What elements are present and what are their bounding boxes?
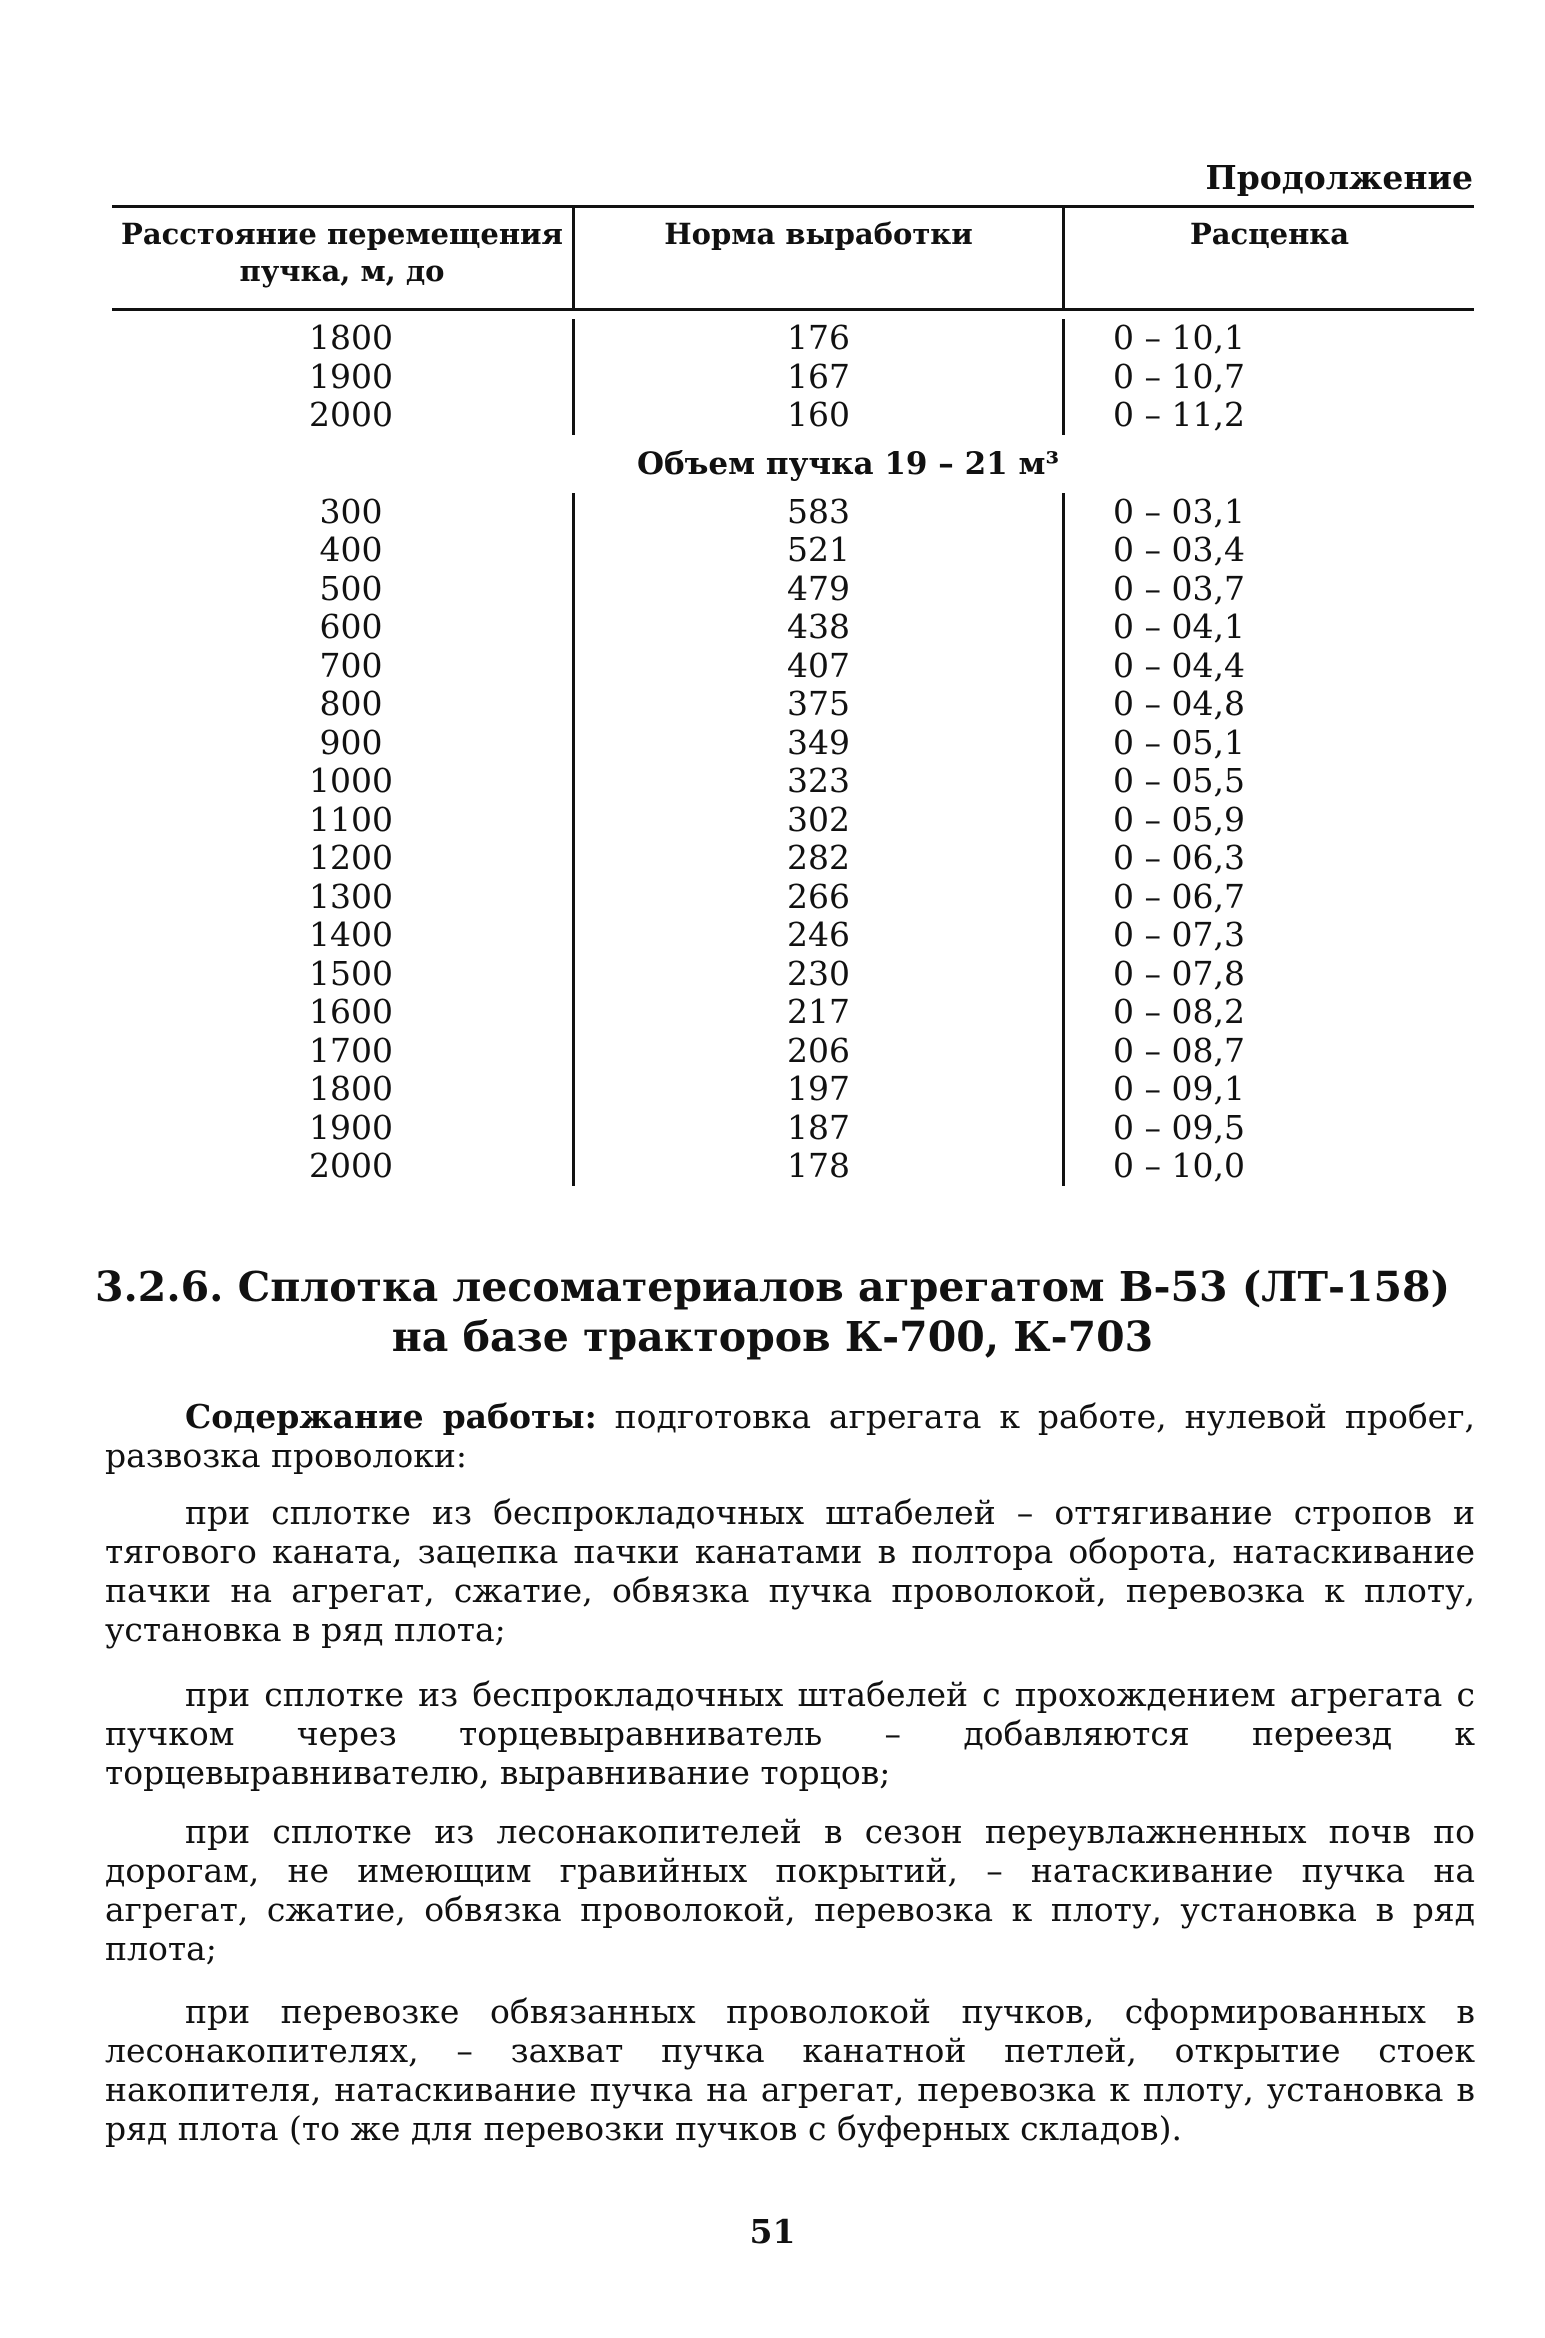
table-group-2 — [112, 493, 1474, 1186]
table-cell: 479 — [787, 568, 850, 608]
table-cell: 282 — [787, 838, 850, 877]
table-cell: 0 – 06,7 — [1113, 876, 1245, 916]
header-distance: Расстояние перемещения пучка, м, до — [121, 217, 563, 288]
table-cell: 246 — [787, 915, 850, 954]
header-rate: Расценка — [1062, 208, 1474, 308]
column-distance — [112, 493, 572, 1186]
table-cell: 800 — [319, 684, 383, 723]
table-cell: 1800 — [309, 1069, 393, 1108]
table-cell: 2000 — [309, 1146, 393, 1185]
table-cell: 0 – 10,1 — [1113, 318, 1245, 357]
table-cell: 375 — [787, 684, 850, 723]
table-cell: 0 – 09,5 — [1113, 1107, 1245, 1147]
column-rate — [1062, 319, 1474, 435]
paragraph-2: при сплотке из беспрокладочных штабелей – оттягивание стропов и тягового каната, зацепка пачки канатами в полтора оборота, натаскивание пачки на агрегат, сжатие, обвязка пучка проволокой, перевозка к плоту, установка в ряд плота; — [105, 1493, 1475, 1649]
section-title-line-2: на базе тракторов К-700, К-703 — [391, 1313, 1154, 1361]
column-rate — [1062, 493, 1474, 1186]
table-cell: 230 — [787, 953, 850, 993]
continued-label: Продолжение — [1205, 158, 1473, 197]
paragraph-3: при сплотке из беспрокладочных штабелей с прохождением агрегата с пучком через торцевыравниватель – добавляются переезд к торцевыравнивателю, выравнивание торцов; — [105, 1675, 1475, 1792]
table-cell: 0 – 07,8 — [1113, 953, 1245, 993]
table-cell: 0 – 05,1 — [1113, 722, 1245, 762]
table-cell: 0 – 08,2 — [1113, 992, 1245, 1031]
table-cell: 1400 — [309, 915, 393, 954]
table-cell: 0 – 05,9 — [1113, 799, 1245, 839]
work-content-label: Содержание работы: — [185, 1397, 597, 1436]
table-cell: 178 — [787, 1146, 850, 1185]
work-content-text: подготовка агрегата к работе, нулевой пробег, развозка проволоки: — [105, 1397, 1475, 1475]
table-cell: 1000 — [309, 761, 393, 800]
table-group-1 — [112, 319, 1474, 435]
table-cell: 0 – 09,1 — [1113, 1069, 1245, 1108]
table-cell: 900 — [319, 722, 383, 762]
page-number: 51 — [749, 2212, 796, 2251]
paragraph-5: при перевозке обвязанных проволокой пучков, сформированных в лесонакопителях, – захват пучка канатной петлей, открытие стоек накопителя, натаскивание пучка на агрегат, перевозка к плоту, установка в ряд плота (то же для перевозки пучков с буферных складов). — [105, 1992, 1475, 2148]
table-header — [112, 208, 1474, 308]
table-cell: 583 — [787, 491, 850, 531]
table-cell: 0 – 03,4 — [1113, 530, 1245, 569]
table-cell: 302 — [787, 799, 850, 839]
table-cell: 323 — [787, 761, 850, 800]
table-cell: 0 – 03,7 — [1113, 568, 1245, 608]
table-cell: 349 — [787, 722, 850, 762]
table-cell: 1700 — [309, 1030, 393, 1070]
table-cell: 0 – 04,4 — [1113, 645, 1245, 685]
group-2-title: Объем пучка 19 – 21 м³ — [636, 445, 1060, 482]
table-cell: 1200 — [309, 838, 393, 877]
table-cell: 300 — [319, 491, 383, 531]
column-norm — [572, 319, 1062, 435]
table-cell: 167 — [787, 356, 850, 396]
table-cell: 2000 — [309, 395, 393, 434]
table-cell: 521 — [787, 530, 850, 569]
rates-table — [112, 205, 1474, 1186]
table-cell: 0 – 10,0 — [1113, 1146, 1245, 1185]
table-cell: 176 — [787, 318, 850, 357]
section-title-line-1: 3.2.6. Сплотка лесоматериалов агрегатом В-53 (ЛТ-158) — [94, 1263, 1450, 1311]
table-cell: 600 — [319, 607, 383, 646]
table-cell: 0 – 07,3 — [1113, 915, 1245, 954]
table-cell: 1100 — [309, 799, 393, 839]
header-norm: Норма выработки — [572, 208, 1062, 308]
table-cell: 1900 — [309, 1107, 393, 1147]
table-cell: 438 — [787, 607, 850, 646]
table-cell: 0 – 10,7 — [1113, 356, 1245, 396]
table-cell: 500 — [319, 568, 383, 608]
table-cell: 1600 — [309, 992, 393, 1031]
table-cell: 0 – 05,5 — [1113, 761, 1245, 800]
column-distance — [112, 319, 572, 435]
table-cell: 266 — [787, 876, 850, 916]
table-cell: 1300 — [309, 876, 393, 916]
table-cell: 187 — [787, 1107, 850, 1147]
table-cell: 0 – 06,3 — [1113, 838, 1245, 877]
table-cell: 700 — [319, 645, 383, 685]
table-cell: 0 – 04,8 — [1113, 684, 1245, 723]
column-norm — [572, 493, 1062, 1186]
table-cell: 407 — [787, 645, 850, 685]
table-cell: 0 – 08,7 — [1113, 1030, 1245, 1070]
paragraph-4: при сплотке из лесонакопителей в сезон переувлажненных почв по дорогам, не имеющим гравийных покрытий, – натаскивание пучка на агрегат, сжатие, обвязка проволокой, перевозка к плоту, установка в ряд плота; — [105, 1812, 1475, 1968]
table-cell: 197 — [787, 1069, 850, 1108]
paragraph-work-content — [105, 1397, 1475, 1475]
table-cell: 1500 — [309, 953, 393, 993]
table-cell: 0 – 04,1 — [1113, 607, 1245, 646]
table-cell: 160 — [787, 395, 850, 434]
table-cell: 1900 — [309, 356, 393, 396]
table-cell: 400 — [319, 530, 383, 569]
table-cell: 1800 — [309, 318, 393, 357]
table-cell: 0 – 03,1 — [1113, 491, 1245, 531]
table-cell: 206 — [787, 1030, 850, 1070]
table-cell: 217 — [787, 992, 850, 1031]
table-cell: 0 – 11,2 — [1113, 395, 1245, 434]
